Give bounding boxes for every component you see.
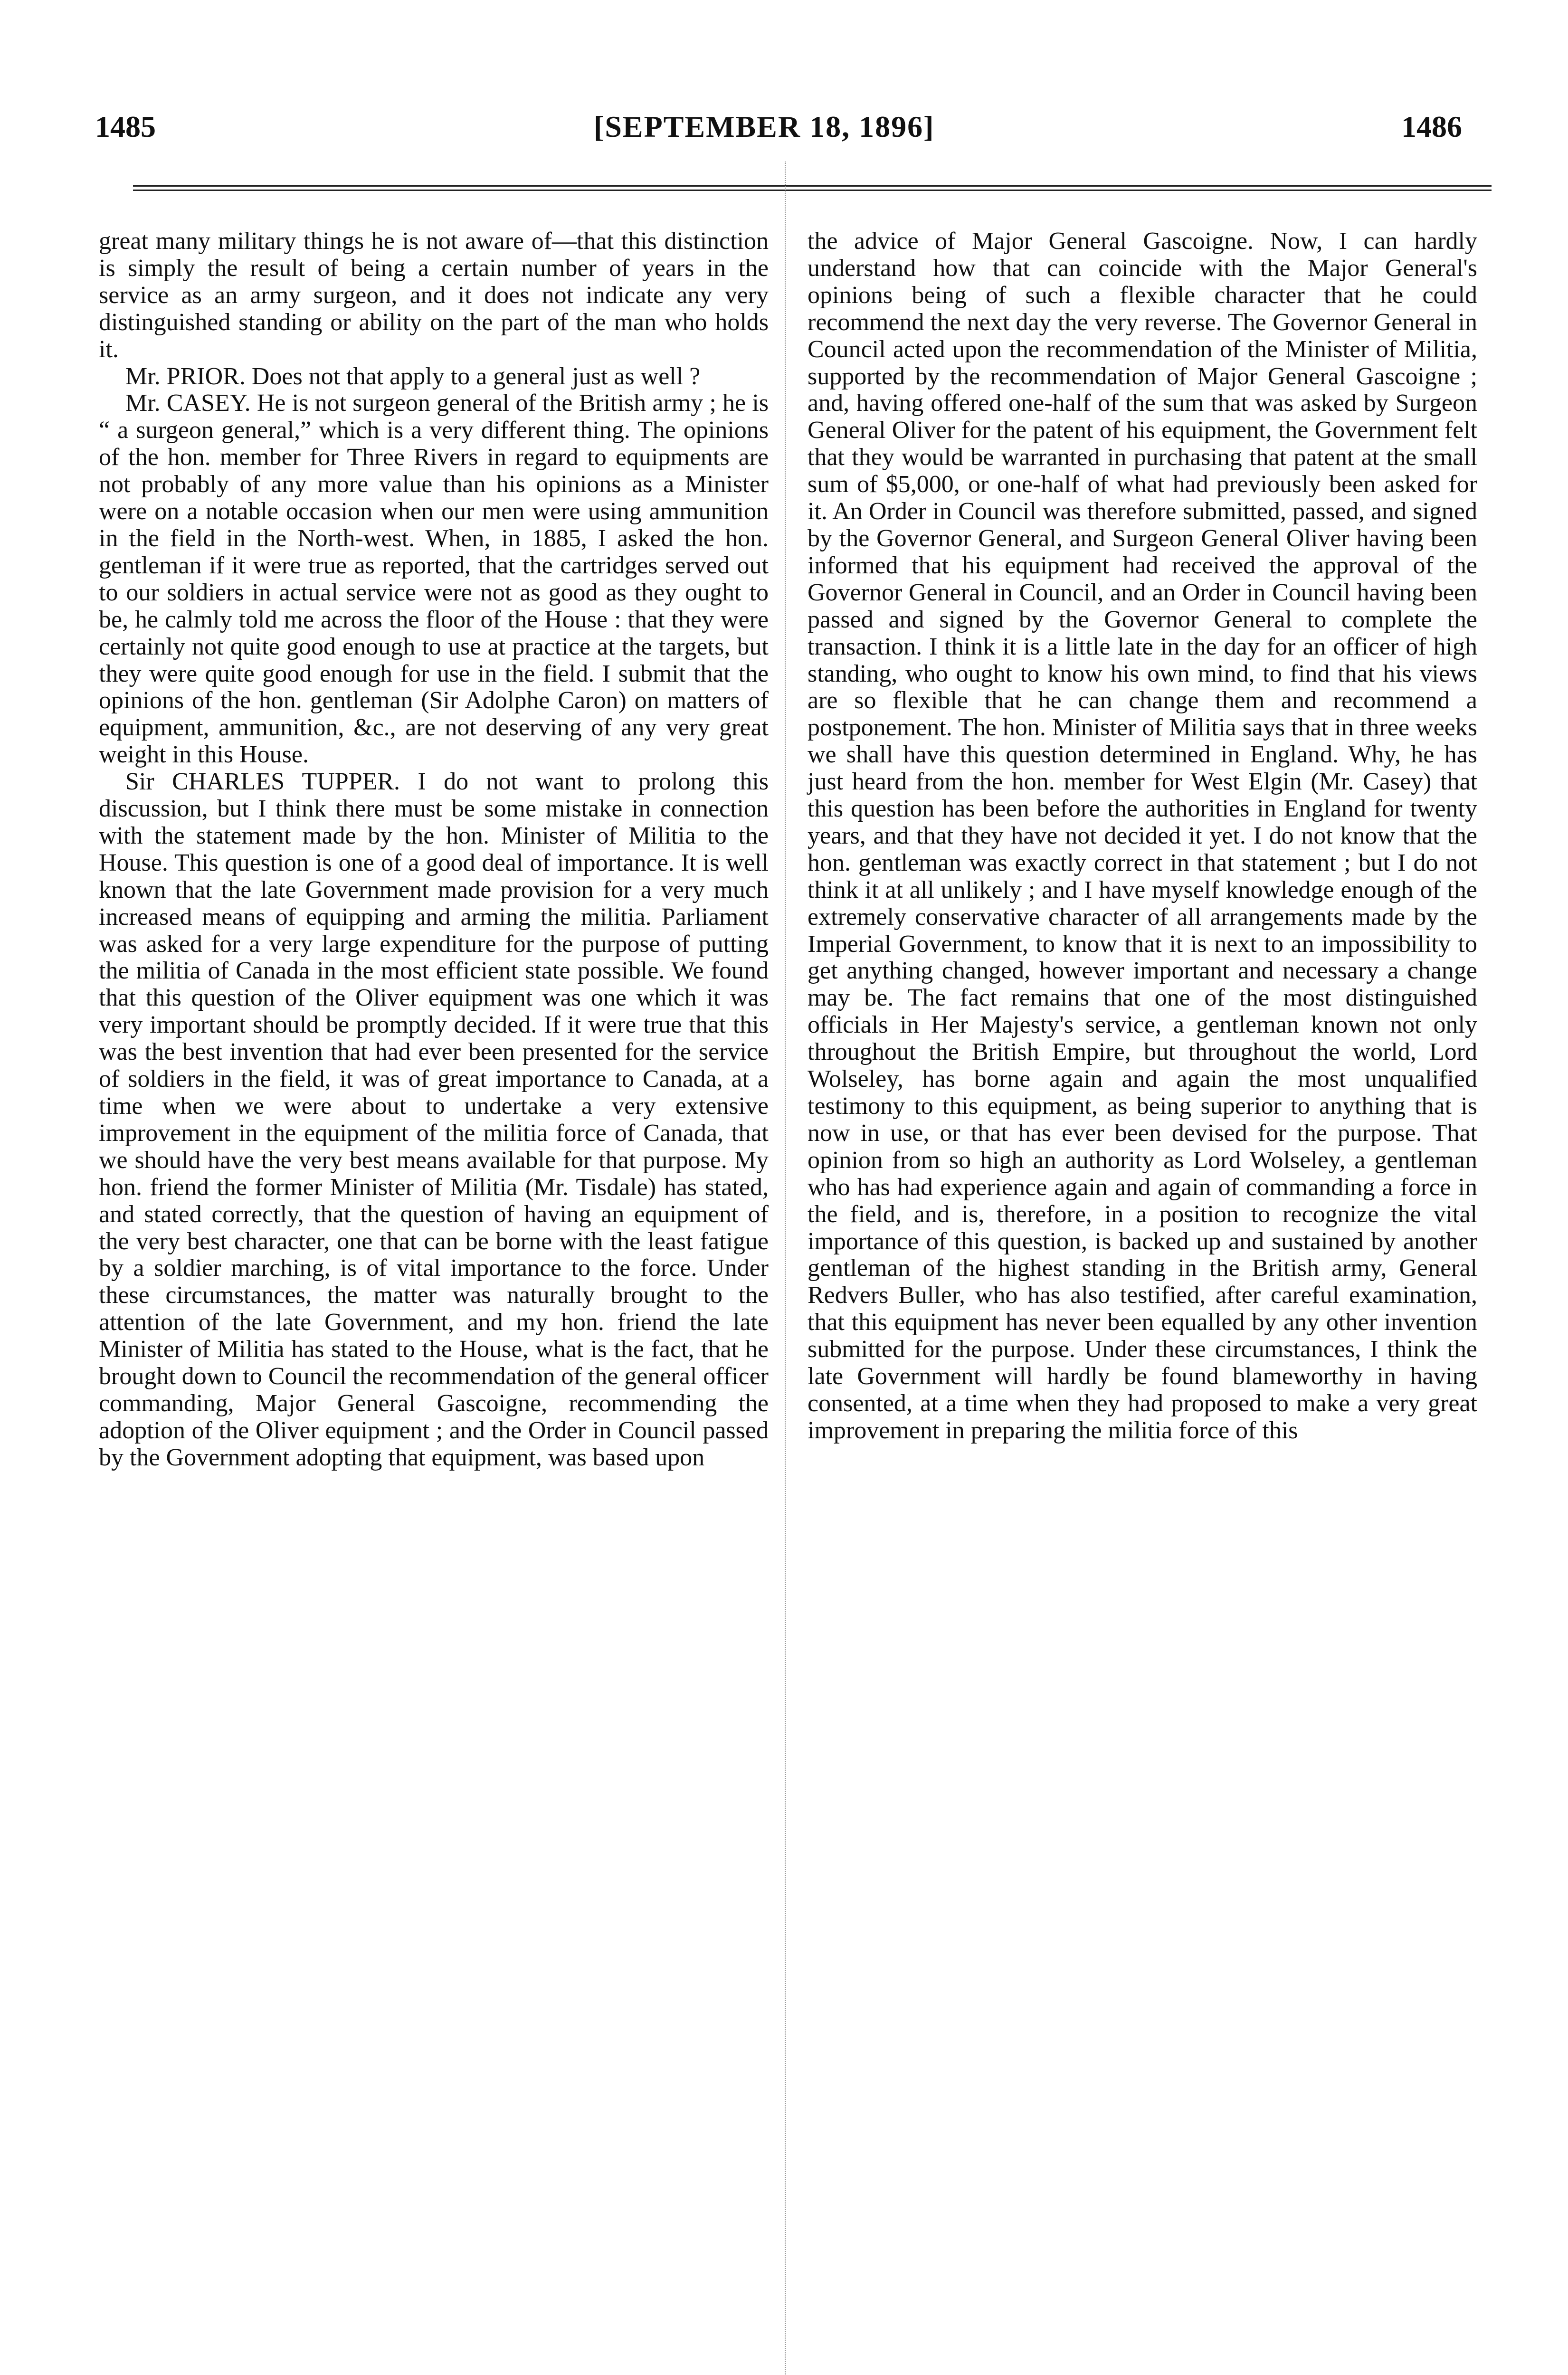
column-divider — [785, 162, 786, 2375]
left-paragraph-3: Mr. CASEY. He is not surgeon general of the British army ; he is “ a surgeon general,” which is a very different thing. The opinions of the hon. member for Three Rivers in regard to equipments are not probably of any more value than his opinions as a Minister were on a notable occasion when our men were using ammunition in the field in the North-west. When, in 1885, I asked the hon. gentleman if it were true as reported, that the cartridges served out to our soldiers in actual service were not as good as they ought to be, he calmly told me across the floor of the House : that they were certainly not quite good enough to use at practice at the targets, but they were quite good enough for use in the field. I submit that the opinions of the hon. gentleman (Sir Adolphe Caron) on matters of equipment, ammunition, &c., are not deserving of any very great weight in this House. — [99, 390, 769, 769]
left-column — [99, 228, 769, 1472]
right-paragraph-1: the advice of Major General Gascoigne. Now, I can hardly understand how that can coincide with the Major General's opinions being of such a flexible character that he could recommend the next day the very reverse. The Governor General in Council acted upon the recommendation of the Minister of Militia, supported by the recommendation of Major General Gascoigne ; and, having offered one-half of the sum that was asked by Surgeon General Oliver for the patent of his equipment, the Government felt that they would be warranted in purchasing that patent at the small sum of $5,000, or one-half of what had previously been asked for it. An Order in Council was therefore submitted, passed, and signed by the Governor General, and Surgeon General Oliver having been informed that his equipment had received the approval of the Governor General in Council, and an Order in Council having been passed and signed by the Governor General to complete the transaction. I think it is a little late in the day for an officer of high standing, who ought to know his own mind, to find that his views are so flexible that he can change them and recommend a postponement. The hon. Minister of Militia says that in three weeks we shall have this question determined in England. Why, he has just heard from the hon. member for West Elgin (Mr. Casey) that this question has been before the authorities in England for twenty years, and that they have not decided it yet. I do not know that the hon. gentleman was exactly correct in that statement ; but I do not think it at all unlikely ; and I have myself knowledge enough of the extremely conservative character of all arrangements made by the Imperial Government, to know that it is next to an impossibility to get anything changed, however important and necessary a change may be. The fact remains that one of the most distinguished officials in Her Majesty's service, a gentleman known not only throughout the British Empire, but throughout the world, Lord Wolseley, has borne again and again the most unqualified testimony to this equipment, as being superior to anything that is now in use, or that has ever been devised for the purpose. That opinion from so high an authority as Lord Wolseley, a gentleman who has had experience again and again of commanding a force in the field, and is, therefore, in a position to recognize the vital importance of this question, is backed up and sustained by another gentleman of the highest standing in the British army, General Redvers Buller, who has also testified, after careful examination, that this equipment has never been equalled by any other invention submitted for the purpose. Under these circumstances, I think the late Government will hardly be found blameworthy in having consented, at a time when they had proposed to make a very great improvement in preparing the militia force of this — [808, 228, 1477, 1444]
header-rule — [133, 185, 1492, 191]
left-paragraph-2: Mr. PRIOR. Does not that apply to a general just as well ? — [125, 362, 701, 390]
page-header — [0, 0, 1568, 157]
page-number-left: 1485 — [95, 110, 156, 143]
page-number-right: 1486 — [1401, 110, 1462, 143]
right-column — [808, 228, 1477, 1444]
page-date-title: [SEPTEMBER 18, 1896] — [594, 110, 935, 143]
left-paragraph-4: Sir CHARLES TUPPER. I do not want to prolong this discussion, but I think there must be some mistake in connection with the statement made by the hon. Minister of Militia to the House. This question is one of a good deal of importance. It is well known that the late Government made provision for a very much increased means of equipping and arming the militia. Parliament was asked for a very large expenditure for the purpose of putting the militia of Canada in the most efficient state possible. We found that this question of the Oliver equipment was one which it was very important should be promptly decided. If it were true that this was the best invention that had ever been presented for the service of soldiers in the field, it was of great importance to Canada, at a time when we were about to undertake a very extensive improvement in the equipment of the militia force of Canada, that we should have the very best means available for that purpose. My hon. friend the former Minister of Militia (Mr. Tisdale) has stated, and stated correctly, that the question of having an equipment of the very best character, one that can be borne with the least fatigue by a soldier marching, is of vital importance to the force. Under these circumstances, the matter was naturally brought to the attention of the late Government, and my hon. friend the late Minister of Militia has stated to the House, what is the fact, that he brought down to Council the recommendation of the general officer commanding, Major General Gascoigne, recommending the adoption of the Oliver equipment ; and the Order in Council passed by the Government adopting that equipment, was based upon — [99, 768, 769, 1471]
left-paragraph-1: great many military things he is not aware of—that this distinction is simply the result of being a certain number of years in the service as an army surgeon, and it does not indicate any very distinguished standing or ability on the part of the man who holds it. — [99, 228, 769, 363]
